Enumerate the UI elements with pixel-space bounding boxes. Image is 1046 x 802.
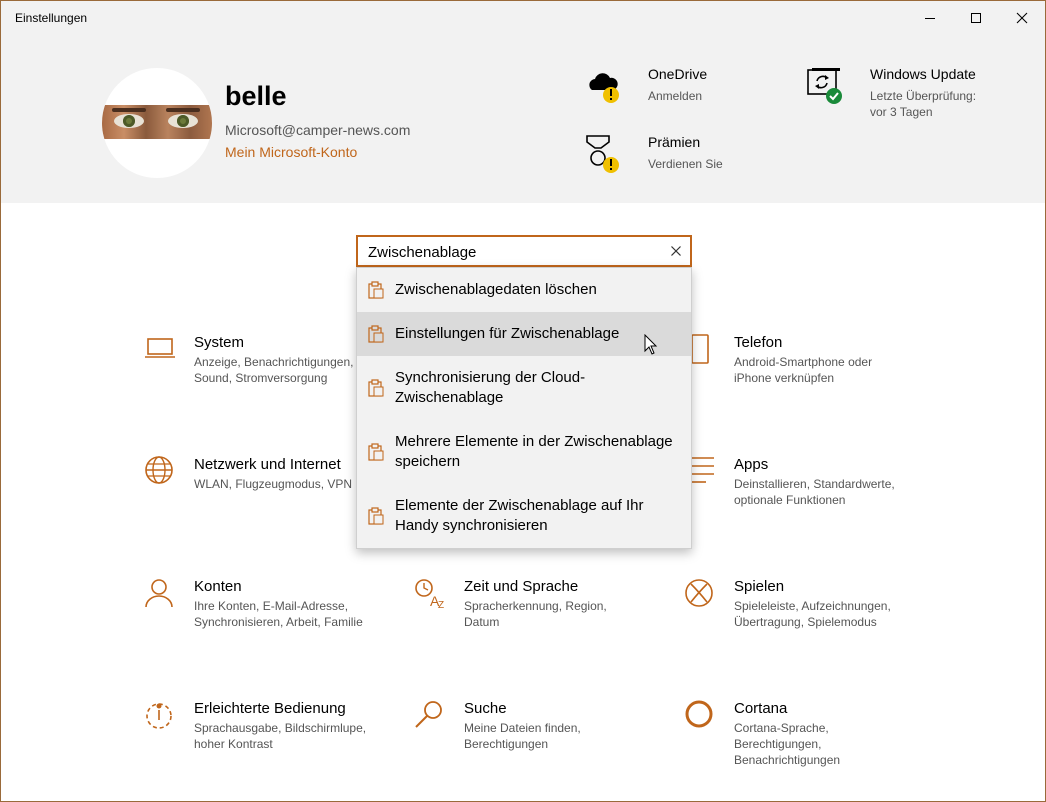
person-icon: [144, 578, 176, 610]
user-email: Microsoft@camper-news.com: [225, 122, 411, 138]
category-name: Konten: [194, 578, 242, 595]
rewards-medal-icon: [584, 134, 624, 174]
category-description: Meine Dateien finden, Berechtigungen: [464, 721, 581, 751]
category-description: Sprachausgabe, Bildschirmlupe, hoher Kontrast: [194, 721, 367, 751]
search-input[interactable]: [368, 241, 658, 263]
category-accounts[interactable]: [144, 578, 394, 648]
clipboard-icon: [368, 325, 384, 343]
rewards-label: Prämien: [648, 134, 701, 150]
category-description: Deinstallieren, Standardwerte, optionale Funktionen: [734, 477, 895, 507]
category-description: WLAN, Flugzeugmodus, VPN: [194, 477, 353, 491]
close-icon: [1016, 12, 1028, 24]
rewards-tile[interactable]: [584, 134, 764, 184]
suggestion-item[interactable]: [357, 484, 691, 548]
update-last-check-label: Letzte Überprüfung:: [870, 89, 977, 103]
suggestion-item[interactable]: [357, 356, 691, 420]
update-last-check-value: vor 3 Tagen: [870, 105, 933, 119]
maximize-icon: [970, 12, 982, 24]
category-name: Apps: [734, 456, 769, 473]
magnifier-icon: [414, 700, 446, 732]
rewards-status: Verdienen Sie: [648, 157, 723, 171]
windows-update-tile[interactable]: [806, 66, 1026, 119]
minimize-button[interactable]: [907, 1, 953, 35]
clipboard-icon: [368, 443, 384, 461]
windows-update-status: [870, 88, 976, 120]
clipboard-icon: [368, 507, 384, 525]
suggestion-label: Synchronisierung der Cloud- Zwischenablage: [395, 369, 586, 406]
category-name: System: [194, 334, 245, 351]
ease-of-access-icon: [144, 700, 176, 732]
category-name: Erleichterte Bedienung: [194, 700, 346, 717]
category-name: Spielen: [734, 578, 785, 595]
category-description: Cortana-Sprache, Berechtigungen, Benachrichtigungen: [734, 721, 841, 767]
onedrive-status: Anmelden: [648, 89, 703, 103]
window-title: Einstellungen: [15, 11, 88, 25]
onedrive-tile[interactable]: [584, 66, 764, 116]
globe-icon: [144, 456, 176, 488]
category-ease-of-access[interactable]: [144, 700, 394, 770]
clipboard-icon: [368, 379, 384, 397]
suggestion-label: Einstellungen für Zwischenablage: [395, 325, 620, 342]
clipboard-icon: [368, 281, 384, 299]
category-phone[interactable]: [684, 334, 934, 404]
minimize-icon: [924, 12, 936, 24]
cortana-ring-icon: [684, 700, 716, 732]
title-bar: [1, 1, 1045, 35]
category-description: Spracherkennung, Region, Datum: [464, 599, 607, 629]
microsoft-account-link[interactable]: Mein Microsoft-Konto: [225, 144, 358, 160]
suggestion-label: Zwischenablagedaten löschen: [395, 281, 597, 298]
category-name: Netzwerk und Internet: [194, 456, 341, 473]
category-cortana[interactable]: [684, 700, 934, 780]
time-language-icon: [414, 578, 446, 610]
category-apps[interactable]: [684, 456, 934, 526]
close-icon: [671, 246, 681, 256]
category-description: Spieleleiste, Aufzeichnungen, Übertragung, Spielemodus: [734, 599, 891, 629]
onedrive-cloud-icon: [584, 66, 624, 106]
clear-search-button[interactable]: [668, 243, 684, 259]
search-suggestions-dropdown: [356, 267, 692, 549]
suggestion-label: Elemente der Zwischenablage auf Ihr Handy synchronisieren: [395, 497, 644, 534]
category-description: Android-Smartphone oder iPhone verknüpfen: [734, 355, 873, 385]
mouse-cursor-icon: [644, 334, 658, 356]
avatar[interactable]: [102, 68, 212, 178]
suggestion-label: Mehrere Elemente in der Zwischenablage speichern: [395, 433, 673, 470]
category-name: Telefon: [734, 334, 783, 351]
windows-update-icon: [806, 66, 846, 106]
suggestion-item[interactable]: [357, 420, 691, 484]
xbox-icon: [684, 578, 716, 610]
suggestion-item[interactable]: [357, 312, 691, 356]
category-gaming[interactable]: [684, 578, 934, 648]
user-name: belle: [225, 81, 287, 111]
category-time-language[interactable]: [414, 578, 664, 648]
maximize-button[interactable]: [953, 1, 999, 35]
onedrive-label: OneDrive: [648, 66, 708, 82]
svg-text:A: A: [430, 593, 440, 609]
category-search[interactable]: [414, 700, 664, 770]
category-name: Suche: [464, 700, 507, 717]
windows-update-label: Windows Update: [870, 66, 976, 82]
category-description: Ihre Konten, E-Mail-Adresse, Synchronisieren, Arbeit, Familie: [194, 599, 363, 629]
svg-text:Z: Z: [438, 600, 445, 610]
laptop-icon: [144, 334, 176, 366]
suggestion-item[interactable]: [357, 268, 691, 312]
settings-search-box[interactable]: [356, 235, 692, 267]
close-button[interactable]: [999, 1, 1045, 35]
category-description: Anzeige, Benachrichtigungen, Sound, Stromversorgung: [194, 355, 354, 385]
category-name: Cortana: [734, 700, 788, 717]
category-name: Zeit und Sprache: [464, 578, 579, 595]
